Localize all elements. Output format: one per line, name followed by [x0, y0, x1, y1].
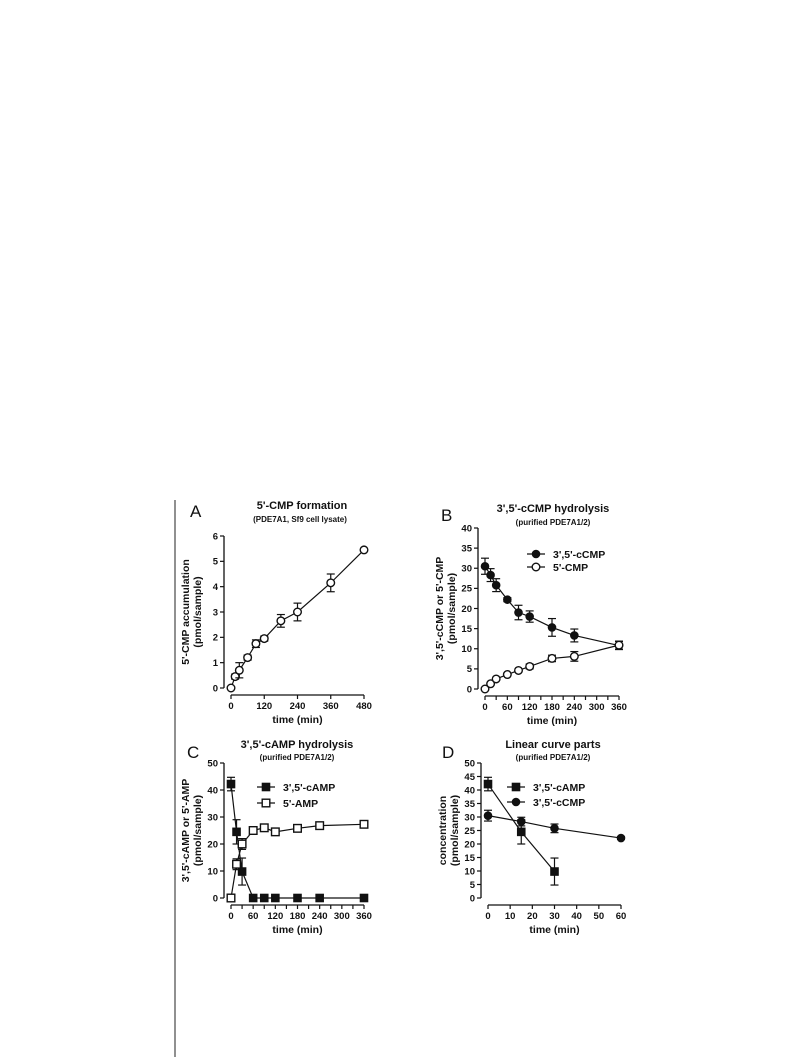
- legend-marker: [532, 550, 540, 558]
- data-point: [260, 635, 268, 643]
- data-point: [517, 818, 525, 826]
- series-0: [227, 546, 368, 692]
- y-tick-label: 20: [461, 603, 472, 615]
- x-tick-label: 180: [289, 911, 306, 922]
- data-point: [252, 640, 260, 648]
- y-tick-label: 50: [464, 758, 475, 770]
- x-tick-label: 50: [593, 911, 605, 922]
- y-tick-label: 30: [461, 563, 472, 575]
- legend-label: 3',5'-cCMP: [553, 549, 606, 561]
- series-3-5-camp: [227, 777, 368, 901]
- x-tick-label: 0: [482, 702, 488, 713]
- data-point: [548, 655, 556, 663]
- data-point: [294, 608, 302, 616]
- data-point: [227, 894, 235, 902]
- y-tick-label: 30: [464, 812, 475, 824]
- data-point: [551, 868, 559, 876]
- data-point: [233, 860, 241, 868]
- panel-c: [180, 739, 372, 936]
- y-tick-label: 20: [207, 839, 218, 851]
- panel-a: [180, 500, 372, 726]
- x-axis-label: time (min): [272, 714, 323, 726]
- data-point: [272, 828, 280, 836]
- data-point: [360, 546, 368, 554]
- y-tick-label: 0: [212, 683, 218, 695]
- data-point: [615, 641, 623, 649]
- legend-marker: [262, 783, 270, 791]
- data-point: [294, 894, 302, 902]
- x-tick-label: 20: [527, 911, 538, 922]
- x-tick-label: 60: [502, 702, 513, 713]
- y-tick-label: 1: [212, 657, 218, 669]
- x-axis-label: time (min): [526, 715, 578, 727]
- panel-letter: D: [442, 743, 455, 762]
- y-axis-label-line1: 5'-CMP accumulation: [180, 559, 192, 665]
- x-tick-label: 10: [504, 911, 516, 922]
- panel-title: Linear curve parts: [505, 739, 601, 751]
- x-tick-label: 30: [549, 911, 560, 922]
- data-point: [360, 894, 368, 902]
- y-tick-label: 50: [207, 758, 218, 770]
- y-tick-label: 0: [212, 893, 218, 905]
- data-point: [327, 579, 335, 587]
- data-point: [260, 894, 268, 902]
- data-point: [492, 581, 500, 589]
- legend-label: 3',5'-cAMP: [283, 782, 336, 794]
- data-point: [272, 894, 280, 902]
- y-tick-label: 35: [461, 543, 472, 555]
- x-tick-label: 0: [228, 701, 234, 712]
- legend-marker: [512, 783, 520, 791]
- data-point: [526, 663, 534, 671]
- panel-b: [434, 503, 627, 727]
- y-axis-label-line2: (pmol/sample): [192, 576, 204, 648]
- y-tick-label: 3: [212, 607, 218, 619]
- legend: [257, 782, 335, 810]
- y-tick-label: 40: [464, 785, 475, 797]
- y-tick-label: 30: [207, 812, 218, 824]
- panel-title: 3',5'-cCMP hydrolysis: [496, 503, 610, 515]
- panel-title: 5'-CMP formation: [256, 500, 348, 512]
- data-point: [227, 684, 235, 692]
- x-axis-label: time (min): [529, 924, 580, 936]
- y-tick-label: 6: [212, 531, 218, 543]
- data-point: [316, 894, 324, 902]
- x-tick-label: 40: [571, 911, 582, 922]
- x-tick-label: 120: [256, 701, 273, 712]
- y-tick-label: 40: [207, 785, 218, 797]
- x-tick-label: 240: [311, 911, 328, 922]
- y-axis-label-line1: 3',5'-cCMP or 5'-CMP: [434, 556, 446, 661]
- data-point: [360, 820, 368, 828]
- legend-label: 5'-CMP: [553, 562, 589, 574]
- x-tick-label: 240: [566, 702, 583, 713]
- data-point: [515, 667, 523, 675]
- y-tick-label: 10: [464, 866, 475, 878]
- panel-letter: C: [187, 743, 200, 762]
- series-5-amp: [227, 820, 368, 901]
- data-point: [504, 671, 512, 679]
- data-point: [249, 894, 257, 902]
- x-tick-label: 360: [356, 911, 372, 922]
- data-point: [233, 828, 241, 836]
- data-point: [517, 828, 525, 836]
- x-tick-label: 0: [485, 911, 491, 922]
- x-tick-label: 120: [267, 911, 284, 922]
- x-tick-label: 240: [289, 701, 306, 712]
- y-tick-label: 4: [212, 581, 218, 593]
- data-point: [484, 780, 492, 788]
- series-3-5-ccmp: [481, 558, 623, 649]
- x-tick-label: 360: [611, 702, 627, 713]
- x-tick-label: 120: [521, 702, 538, 713]
- series-line: [485, 645, 619, 689]
- y-tick-label: 20: [464, 839, 475, 851]
- x-tick-label: 300: [588, 702, 605, 713]
- data-point: [515, 609, 523, 617]
- x-tick-label: 180: [544, 702, 560, 713]
- panel-subtitle: (PDE7A1, Sf9 cell lysate): [253, 515, 347, 524]
- data-point: [548, 624, 556, 632]
- y-tick-label: 0: [469, 893, 475, 905]
- data-point: [249, 827, 257, 835]
- y-tick-label: 10: [207, 866, 218, 878]
- x-tick-label: 300: [333, 911, 350, 922]
- y-tick-label: 45: [464, 771, 475, 783]
- y-tick-label: 2: [212, 632, 218, 644]
- data-point: [227, 780, 235, 788]
- y-axis-label-line2: (pmol/sample): [449, 794, 461, 867]
- panel-subtitle: (purified PDE7A1/2): [515, 753, 591, 762]
- x-tick-label: 360: [322, 701, 339, 712]
- data-point: [294, 825, 302, 833]
- data-point: [526, 613, 534, 621]
- data-point: [244, 654, 252, 662]
- y-tick-label: 5: [212, 556, 218, 568]
- legend-marker: [532, 563, 540, 571]
- data-point: [316, 822, 324, 830]
- x-tick-label: 480: [356, 701, 372, 712]
- series-5-cmp: [481, 641, 623, 693]
- y-axis-label-line1: 3',5'-cAMP or 5'-AMP: [180, 778, 192, 883]
- y-tick-label: 15: [461, 623, 472, 635]
- x-axis-label: time (min): [272, 924, 323, 936]
- y-tick-label: 25: [461, 583, 472, 595]
- y-tick-label: 40: [461, 523, 472, 535]
- data-point: [571, 632, 579, 640]
- series-3-5-ccmp: [484, 810, 625, 842]
- y-tick-label: 25: [464, 825, 475, 837]
- legend-marker: [512, 798, 520, 806]
- y-tick-label: 15: [464, 852, 475, 864]
- legend-label: 3',5'-cCMP: [533, 797, 586, 809]
- y-axis-label-line2: (pmol/sample): [192, 794, 204, 867]
- y-tick-label: 5: [466, 664, 472, 676]
- legend-label: 5'-AMP: [283, 798, 319, 810]
- panel-letter: B: [441, 506, 453, 525]
- legend-label: 3',5'-cAMP: [533, 782, 586, 794]
- legend: [507, 782, 585, 809]
- panel-d: [437, 739, 626, 936]
- x-tick-label: 60: [615, 911, 627, 922]
- panel-subtitle: (purified PDE7A1/2): [515, 518, 591, 527]
- data-point: [551, 825, 559, 833]
- data-point: [277, 617, 285, 625]
- y-tick-label: 10: [461, 644, 472, 656]
- x-tick-label: 60: [247, 911, 259, 922]
- data-point: [260, 824, 268, 832]
- legend-marker: [262, 799, 270, 807]
- series-line: [231, 824, 364, 898]
- y-tick-label: 5: [469, 879, 475, 891]
- legend: [527, 549, 605, 574]
- y-tick-label: 0: [466, 684, 472, 696]
- data-point: [571, 653, 579, 661]
- y-axis-label-line2: (pmol/sample): [446, 572, 458, 645]
- y-tick-label: 35: [464, 798, 475, 810]
- data-point: [236, 666, 244, 674]
- data-point: [484, 812, 492, 820]
- data-point: [238, 840, 246, 848]
- x-tick-label: 0: [228, 911, 234, 922]
- data-point: [238, 868, 246, 876]
- panel-letter: A: [190, 502, 202, 521]
- data-point: [617, 834, 625, 842]
- panel-subtitle: (purified PDE7A1/2): [259, 753, 335, 762]
- data-point: [504, 596, 512, 604]
- y-axis-label-line1: concentration: [437, 795, 449, 866]
- data-point: [487, 571, 495, 579]
- panel-title: 3',5'-cAMP hydrolysis: [240, 739, 354, 751]
- data-point: [492, 675, 500, 683]
